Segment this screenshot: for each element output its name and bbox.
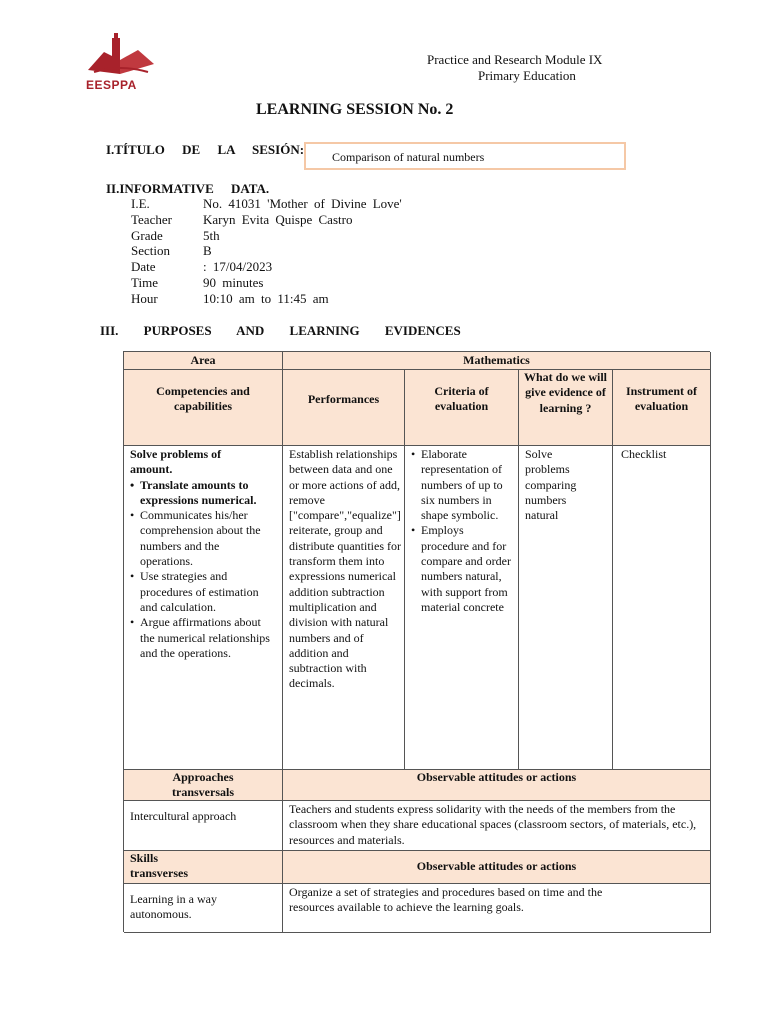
skill-text: Organize a set of strategies and procedures based on time and the resources available to achieve the learning goals. bbox=[289, 885, 603, 915]
performances-header-text: Performances bbox=[307, 392, 380, 406]
capability-text: Use strategies and procedures of estimation and calculation. bbox=[140, 569, 259, 614]
informative-data-heading: II.INFORMATIVE DATA. bbox=[106, 181, 270, 196]
capability-text: Translate amounts to expressions numerical. bbox=[140, 477, 257, 507]
logo-text: EESPPA bbox=[86, 78, 137, 92]
instrument-cell bbox=[613, 446, 711, 770]
instrument-text: Checklist bbox=[621, 447, 667, 461]
skill-name-cell bbox=[124, 884, 283, 933]
info-key: Hour bbox=[131, 290, 158, 306]
capability-item bbox=[130, 508, 278, 569]
info-row-date bbox=[131, 259, 402, 275]
criteria-header-text: Criteria of evaluation bbox=[434, 384, 489, 414]
evidence-text: Solve problems comparing numbers natural bbox=[525, 447, 577, 523]
program-title: Primary Education bbox=[478, 68, 576, 83]
approaches-header-text: Approaches transversals bbox=[172, 770, 234, 800]
learning-evidence-table bbox=[123, 351, 710, 932]
info-row-time bbox=[131, 275, 402, 291]
instrument-header-text: Instrument of evaluation bbox=[626, 384, 697, 414]
capability-text: Communicates his/her comprehension about the numbers and the operations. bbox=[140, 508, 261, 569]
info-key: Time bbox=[131, 274, 158, 290]
informative-data-list bbox=[131, 196, 402, 307]
capability-item bbox=[130, 615, 278, 661]
info-value: : 17/04/2023 bbox=[203, 259, 273, 275]
competency-main: Solve problems of amount. bbox=[130, 447, 222, 477]
info-key: Teacher bbox=[131, 211, 172, 227]
skill-text-cell bbox=[283, 884, 711, 933]
criteria-item bbox=[411, 523, 514, 615]
criteria-header bbox=[405, 370, 519, 446]
evidence-header bbox=[519, 370, 613, 446]
area-value-cell: Mathematics bbox=[283, 352, 711, 370]
competencies-header bbox=[124, 370, 283, 446]
info-row-teacher bbox=[131, 212, 402, 228]
observable-header bbox=[283, 770, 711, 801]
info-row-hour bbox=[131, 291, 402, 307]
criteria-item bbox=[411, 447, 514, 523]
evidence-cell bbox=[519, 446, 613, 770]
capability-item bbox=[130, 478, 278, 509]
page-title: LEARNING SESSION No. 2 bbox=[256, 101, 454, 118]
competencies-header-text: Competencies and capabilities bbox=[156, 384, 250, 414]
info-row-grade bbox=[131, 228, 402, 244]
info-value: No. 41031 'Mother of Divine Love' bbox=[203, 196, 402, 211]
info-value: 90 minutes bbox=[203, 274, 264, 290]
approach-text-cell bbox=[283, 801, 711, 851]
performances-cell bbox=[283, 446, 405, 770]
module-title: Practice and Research Module IX bbox=[427, 52, 603, 67]
criteria-list bbox=[411, 447, 514, 615]
competencies-cell bbox=[124, 446, 283, 770]
performances-text: Establish relationships between data and one or more actions of add, remove ["compare","equalize"] reiterate, group and distribute quantities for transform them into expressions numerical addition subtraction multiplication and division with natural numbers and of addition and subtraction with decimals. bbox=[289, 447, 401, 691]
skills-header bbox=[124, 851, 283, 884]
approaches-header bbox=[124, 770, 283, 801]
info-value: 10:10 am to 11:45 am bbox=[203, 290, 329, 306]
info-row-ie bbox=[131, 196, 402, 212]
session-title-box: Comparison of natural numbers bbox=[304, 142, 626, 170]
capability-text: Argue affirmations about the numerical relationships and the operations. bbox=[140, 615, 270, 660]
info-key: Date bbox=[131, 259, 156, 275]
section-title-label: I.TÍTULO DE LA SESIÓN: bbox=[106, 142, 305, 157]
info-value: Karyn Evita Quispe Castro bbox=[203, 211, 353, 227]
skill-name: Learning in a way autonomous. bbox=[130, 892, 217, 922]
criteria-text: Employs procedure and for compare and order numbers natural, with support from material concrete bbox=[421, 523, 511, 614]
approach-text: Teachers and students express solidarity with the needs of the members from the classroom when they share educational spaces (classroom sectors, of materials, etc.), resources and materials. bbox=[289, 802, 697, 847]
skills-observable-header bbox=[283, 851, 711, 884]
criteria-text: Elaborate representation of numbers of up to six numbers in shape symbolic. bbox=[421, 447, 503, 523]
info-key: Section bbox=[131, 243, 170, 259]
info-row-section bbox=[131, 243, 402, 259]
approach-name: Intercultural approach bbox=[130, 809, 237, 823]
purposes-heading: III. PURPOSES AND LEARNING EVIDENCES bbox=[100, 323, 461, 338]
performances-header bbox=[283, 370, 405, 446]
skills-header-text: Skills transverses bbox=[130, 851, 188, 881]
evidence-header-text: What do we will give evidence of learning ? bbox=[523, 370, 607, 415]
area-label-cell: Area bbox=[124, 352, 283, 370]
skills-observable-header-text: Observable attitudes or actions bbox=[416, 859, 577, 873]
info-value: 5th bbox=[203, 227, 220, 243]
info-key: Grade bbox=[131, 227, 163, 243]
info-key: I.E. bbox=[131, 196, 150, 211]
observable-header-text: Observable attitudes or actions bbox=[416, 770, 577, 784]
capabilities-list bbox=[130, 478, 278, 662]
approach-name-cell bbox=[124, 801, 283, 851]
criteria-cell bbox=[405, 446, 519, 770]
instrument-header bbox=[613, 370, 711, 446]
capability-item bbox=[130, 569, 278, 615]
info-value: B bbox=[203, 243, 212, 259]
